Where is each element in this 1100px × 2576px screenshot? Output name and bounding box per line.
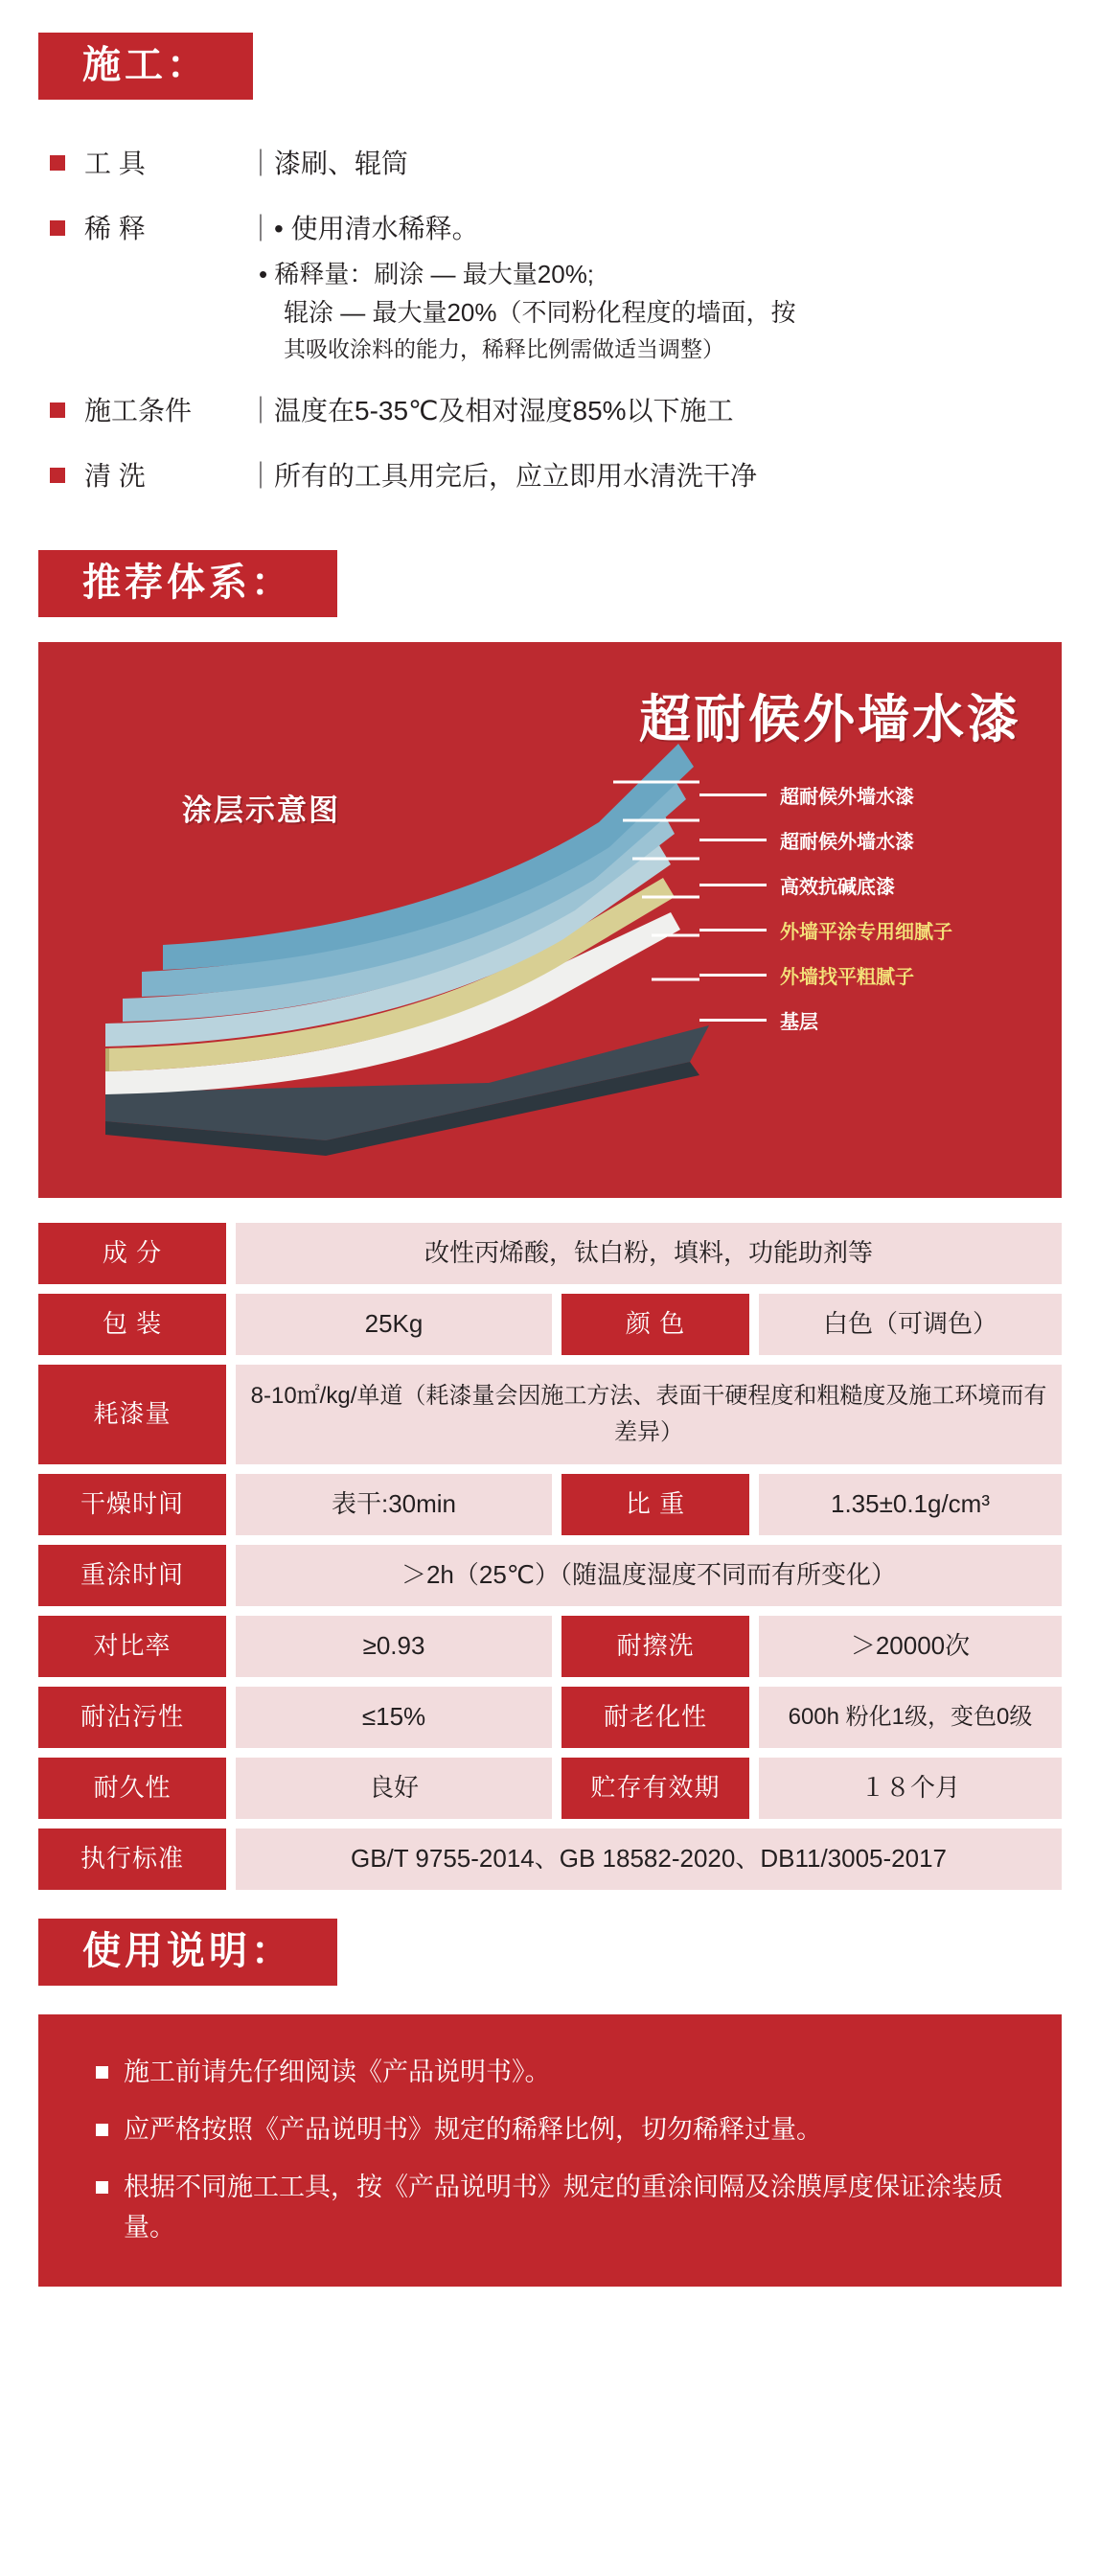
table-row <box>38 1474 1062 1535</box>
table-key-cell: 重涂时间 <box>38 1545 226 1606</box>
construction-item-label: 清 洗 <box>84 461 146 492</box>
usage-title: 使用说明： <box>38 1919 337 1986</box>
dilution-notes <box>84 255 796 366</box>
bullet-square-icon <box>50 468 65 483</box>
table-value-cell: 1.35±0.1g/cm³ <box>759 1474 1062 1535</box>
legend-label: 外墙平涂专用细腻子 <box>780 921 952 943</box>
usage-notes-box <box>38 2014 1062 2286</box>
construction-item-cleaning <box>50 456 1062 496</box>
diagram-legend <box>699 776 1062 1046</box>
usage-spacer <box>0 1890 1100 1919</box>
coating-system-diagram <box>38 642 1062 1198</box>
table-key-cell: 耐沾污性 <box>38 1687 226 1748</box>
construction-item-separator: ｜ <box>247 214 275 243</box>
construction-item-value: • 使用清水稀释。 <box>274 214 479 243</box>
table-value-cell: ≤15% <box>236 1687 552 1748</box>
usage-banner-wrap <box>38 1919 1100 1986</box>
table-key-cell: 包 装 <box>38 1294 226 1355</box>
construction-title: 施工： <box>38 33 253 100</box>
bullet-square-icon <box>96 2181 108 2194</box>
table-key-cell: 耐久性 <box>38 1758 226 1819</box>
construction-item-separator: ｜ <box>247 396 275 426</box>
table-key-cell: 成 分 <box>38 1223 226 1284</box>
table-row <box>38 1758 1062 1819</box>
table-value-cell: 改性丙烯酸，钛白粉，填料，功能助剂等 <box>236 1223 1062 1284</box>
table-key-cell: 执行标准 <box>38 1828 226 1890</box>
table-key-cell: 颜 色 <box>561 1294 749 1355</box>
table-key-cell: 耗漆量 <box>38 1365 226 1464</box>
legend-line-icon <box>699 1019 767 1022</box>
table-value-cell: 600h 粉化1级，变色0级 <box>759 1687 1062 1748</box>
construction-item-tools <box>50 144 1062 184</box>
bullet-square-icon <box>96 2124 108 2136</box>
table-key-cell: 干燥时间 <box>38 1474 226 1535</box>
table-row <box>38 1365 1062 1464</box>
usage-list-item <box>96 2168 1023 2248</box>
usage-item-text: 应严格按照《产品说明书》规定的稀释比例，切勿稀释过量。 <box>124 2115 822 2145</box>
legend-line-icon <box>699 929 767 932</box>
legend-line-icon <box>699 974 767 977</box>
dilution-note-line: 辊涂 — 最大量20%（不同粉化程度的墙面，按 <box>284 298 796 328</box>
diagram-headline: 超耐候外墙水漆 <box>639 691 1021 749</box>
construction-item-text <box>84 144 408 184</box>
system-banner-wrap <box>38 550 1100 617</box>
table-value-cell: ＞20000次 <box>759 1616 1062 1677</box>
construction-item-label: 稀 释 <box>84 214 146 243</box>
dilution-note-line: 其吸收涂料的能力，稀释比例需做适当调整） <box>284 335 724 361</box>
bullet-square-icon <box>50 402 65 418</box>
bullet-square-icon <box>50 155 65 171</box>
construction-item-text <box>84 456 757 496</box>
legend-line-icon <box>699 884 767 886</box>
construction-list <box>0 144 1100 496</box>
construction-item-text <box>84 209 796 366</box>
legend-item <box>699 956 1062 993</box>
table-value-cell: 8-10㎡/kg/单道（耗漆量会因施工方法、表面干硬程度和粗糙度及施工环境而有差异） <box>236 1365 1062 1464</box>
legend-line-icon <box>699 794 767 796</box>
legend-label: 基层 <box>780 1011 818 1033</box>
table-row <box>38 1828 1062 1890</box>
table-value-cell: ＞2h（25℃）（随温度湿度不同而有所变化） <box>236 1545 1062 1606</box>
usage-list-item <box>96 2053 1023 2093</box>
dilution-note-line: • 稀释量：刷涂 — 最大量20%; <box>259 260 595 288</box>
construction-item-value: 所有的工具用完后，应立即用水清洗干净 <box>274 461 758 492</box>
legend-label: 超耐候外墙水漆 <box>780 831 914 853</box>
legend-item <box>699 911 1062 948</box>
construction-item-conditions <box>50 391 1062 431</box>
table-row <box>38 1545 1062 1606</box>
legend-item <box>699 776 1062 813</box>
construction-item-label: 施工条件 <box>84 396 193 426</box>
system-spacer <box>0 521 1100 550</box>
legend-label: 外墙找平粗腻子 <box>780 966 914 988</box>
construction-item-separator: ｜ <box>247 149 275 178</box>
usage-item-text: 根据不同施工工具，按《产品说明书》规定的重涂间隔及涂膜厚度保证涂装质量。 <box>124 2172 1003 2242</box>
table-value-cell: 良好 <box>236 1758 552 1819</box>
legend-label: 高效抗碱底漆 <box>780 876 895 898</box>
table-row <box>38 1687 1062 1748</box>
table-row <box>38 1294 1062 1355</box>
table-value-cell: ≥0.93 <box>236 1616 552 1677</box>
legend-label: 超耐候外墙水漆 <box>780 786 914 808</box>
legend-item <box>699 866 1062 903</box>
table-row <box>38 1223 1062 1284</box>
legend-line-icon <box>699 839 767 841</box>
legend-item <box>699 821 1062 858</box>
table-key-cell: 对比率 <box>38 1616 226 1677</box>
usage-item-text: 施工前请先仔细阅读《产品说明书》。 <box>124 2058 551 2087</box>
system-title: 推荐体系： <box>38 550 337 617</box>
table-value-cell: 25Kg <box>236 1294 552 1355</box>
construction-item-separator: ｜ <box>247 461 275 492</box>
table-key-cell: 耐老化性 <box>561 1687 749 1748</box>
bullet-square-icon <box>50 220 65 236</box>
bullet-square-icon <box>96 2066 108 2079</box>
construction-item-label: 工 具 <box>84 149 146 178</box>
fine-putty-layer-edge <box>105 1048 109 1071</box>
diagram-subtitle: 涂层示意图 <box>182 794 340 828</box>
table-value-cell: GB/T 9755-2014、GB 18582-2020、DB11/3005-2017 <box>236 1828 1062 1890</box>
legend-item <box>699 1001 1062 1038</box>
table-row <box>38 1616 1062 1677</box>
construction-item-value: 温度在5-35℃及相对湿度85%以下施工 <box>274 396 734 426</box>
top-spacer <box>0 0 1100 33</box>
table-value-cell: 表干:30min <box>236 1474 552 1535</box>
table-value-cell: １８个月 <box>759 1758 1062 1819</box>
table-key-cell: 耐擦洗 <box>561 1616 749 1677</box>
specification-table <box>38 1223 1062 1890</box>
table-value-cell: 白色（可调色） <box>759 1294 1062 1355</box>
table-key-cell: 比 重 <box>561 1474 749 1535</box>
table-key-cell: 贮存有效期 <box>561 1758 749 1819</box>
construction-item-dilution <box>50 209 1062 366</box>
construction-banner-wrap <box>38 33 1100 100</box>
construction-item-value: 漆刷、辊筒 <box>274 149 409 178</box>
usage-list-item <box>96 2110 1023 2150</box>
construction-item-text <box>84 391 734 431</box>
